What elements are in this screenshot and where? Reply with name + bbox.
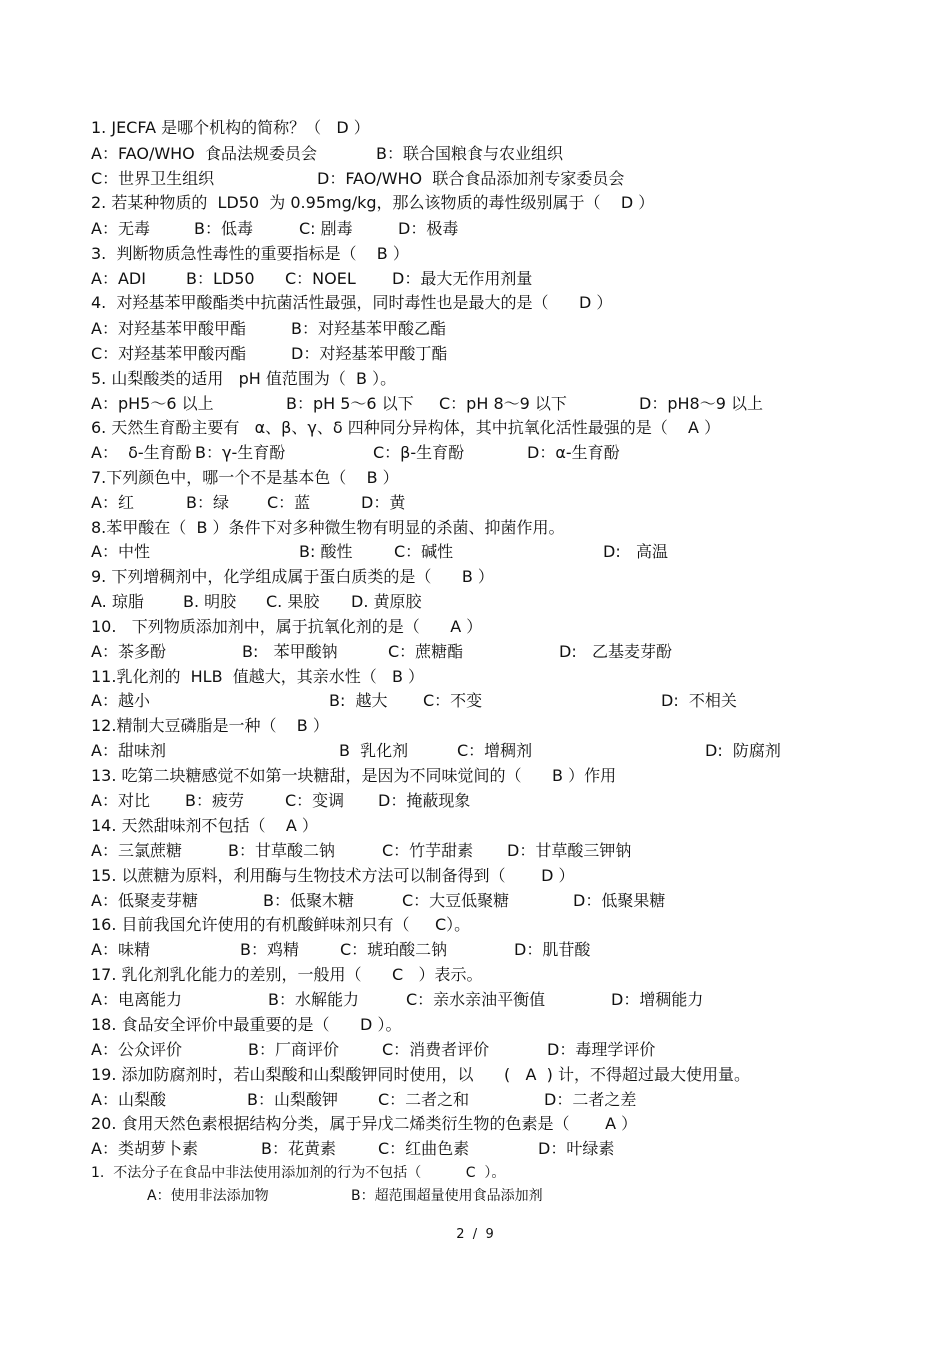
question-stem: 3. 判断物质急性毒性的重要指标是（ B ） <box>91 244 409 263</box>
option-text: D. 黄原胶 <box>351 592 422 611</box>
option-text: C：不变 <box>423 691 483 710</box>
option-text: D：肌苷酸 <box>514 940 591 959</box>
option-text: D：毒理学评价 <box>547 1040 656 1059</box>
option-text: D: 不相关 <box>661 691 737 710</box>
option-text: A： δ-生育酚 <box>91 443 192 462</box>
option-text: A：FAO/WHO 食品法规委员会 <box>91 144 317 163</box>
question-stem: 4. 对羟基苯甲酸酯类中抗菌活性最强，同时毒性也是最大的是（ D ） <box>91 293 613 312</box>
option-text: B：γ-生育酚 <box>195 443 286 462</box>
option-text: C. 果胶 <box>266 592 320 611</box>
option-text: C：红曲色素 <box>378 1139 470 1158</box>
option-text: A：中性 <box>91 542 150 561</box>
question-stem: 7.下列颜色中，哪一个不是基本色（ B ） <box>91 468 399 487</box>
question-stem: 6. 天然生育酚主要有 α、β、γ、δ 四种同分异构体，其中抗氧化活性最强的是（ A ） <box>91 418 721 437</box>
option-text: D：α-生育酚 <box>527 443 620 462</box>
option-text: D：甘草酸三钾钠 <box>507 841 632 860</box>
option-text: C：亲水亲油平衡值 <box>406 990 546 1009</box>
option-text: A：低聚麦芽糖 <box>91 891 198 910</box>
option-text: B 乳化剂 <box>339 741 409 760</box>
option-text: B：厂商评价 <box>248 1040 339 1059</box>
option-text: B: 越大 <box>329 691 388 710</box>
option-text: C：蓝 <box>267 493 311 512</box>
option-text: D：低聚果糖 <box>573 891 666 910</box>
question-stem: 2. 若某种物质的 LD50 为 0.95mg/kg，那么该物质的毒性级别属于（ D ） <box>91 193 655 212</box>
option-text: D：二者之差 <box>544 1090 637 1109</box>
option-text: B：pH 5～6 以下 <box>286 394 414 413</box>
question-stem: 12.精制大豆磷脂是一种（ B ） <box>91 716 329 735</box>
option-text: A：类胡萝卜素 <box>91 1139 198 1158</box>
question-stem: 13. 吃第二块糖感觉不如第一块糖甜，是因为不同味觉间的（ B ）作用 <box>91 766 617 785</box>
option-text: D: 乙基麦芽酚 <box>559 642 672 661</box>
option-text: C：二者之和 <box>378 1090 470 1109</box>
option-text: B: 酸性 <box>299 542 353 561</box>
option-text: C：消费者评价 <box>382 1040 490 1059</box>
option-text: B：低毒 <box>194 219 253 238</box>
option-text: A：味精 <box>91 940 150 959</box>
option-text: B：花黄素 <box>261 1139 336 1158</box>
option-text: A：茶多酚 <box>91 642 166 661</box>
question-stem: 19. 添加防腐剂时，若山梨酸和山梨酸钾同时使用，以 ( A ) 计，不得超过最大使用量。 <box>91 1065 750 1084</box>
option-text: A：公众评价 <box>91 1040 182 1059</box>
question-stem: 8.苯甲酸在（ B ）条件下对多种微生物有明显的杀菌、抑菌作用。 <box>91 518 565 537</box>
question-stem: 9. 下列增稠剂中，化学组成属于蛋白质类的是（ B ） <box>91 567 494 586</box>
option-text: A：对比 <box>91 791 150 810</box>
option-text: D：最大无作用剂量 <box>392 269 533 288</box>
option-text: D: 高温 <box>603 542 668 561</box>
option-text: D：极毒 <box>398 219 459 238</box>
option-text: B: 苯甲酸钠 <box>242 642 338 661</box>
option-text: C：β-生育酚 <box>373 443 465 462</box>
question-stem: 14. 天然甜味剂不包括（ A ） <box>91 816 318 835</box>
option-text: C：竹芋甜素 <box>382 841 474 860</box>
option-text: B：绿 <box>186 493 229 512</box>
option-text: D: 防腐剂 <box>705 741 781 760</box>
question-stem: 11.乳化剂的 HLB 值越大，其亲水性（ B ） <box>91 667 425 686</box>
option-text: A：山梨酸 <box>91 1090 166 1109</box>
option-text: D：掩蔽现象 <box>378 791 471 810</box>
option-text: C：变调 <box>285 791 345 810</box>
option-text: B：甘草酸二钠 <box>228 841 335 860</box>
option-text: C：对羟基苯甲酸丙酯 <box>91 344 247 363</box>
option-text: A：使用非法添加物 <box>147 1188 269 1204</box>
option-text: A：对羟基苯甲酸甲酯 <box>91 319 246 338</box>
option-text: B：鸡精 <box>240 940 299 959</box>
option-text: D：pH8～9 以上 <box>639 394 763 413</box>
option-text: C：琥珀酸二钠 <box>340 940 448 959</box>
option-text: A：甜味剂 <box>91 741 166 760</box>
option-text: A：越小 <box>91 691 150 710</box>
option-text: A：电离能力 <box>91 990 182 1009</box>
option-text: C: 剧毒 <box>299 219 353 238</box>
option-text: B：LD50 <box>186 269 255 288</box>
option-text: B：水解能力 <box>268 990 359 1009</box>
option-text: D：黄 <box>361 493 406 512</box>
question-stem: 20. 食用天然色素根据结构分类，属于异戊二烯类衍生物的色素是（ A ） <box>91 1114 638 1133</box>
question-stem: 18. 食品安全评价中最重要的是（ D ）。 <box>91 1015 402 1034</box>
question-stem: 17. 乳化剂乳化能力的差别，一般用（ C ）表示。 <box>91 965 483 984</box>
option-text: A：ADI <box>91 269 146 288</box>
question-stem: 10. 下列物质添加剂中，属于抗氧化剂的是（ A ） <box>91 617 483 636</box>
question-stem: 1. JECFA 是哪个机构的简称？（ D ） <box>91 118 370 137</box>
question-stem: 15. 以蔗糖为原料，利用酶与生物技术方法可以制备得到（ D ） <box>91 866 575 885</box>
option-text: C：蔗糖酯 <box>388 642 464 661</box>
option-text: B：联合国粮食与农业组织 <box>376 144 563 163</box>
option-text: D：FAO/WHO 联合食品添加剂专家委员会 <box>317 169 625 188</box>
option-text: A. 琼脂 <box>91 592 144 611</box>
option-text: B：疲劳 <box>185 791 244 810</box>
option-text: B. 明胶 <box>183 592 237 611</box>
option-text: D：增稠能力 <box>611 990 704 1009</box>
option-text: B：对羟基苯甲酸乙酯 <box>291 319 446 338</box>
option-text: A：红 <box>91 493 134 512</box>
question-stem: 1. 不法分子在食品中非法使用添加剂的行为不包括（ C ）。 <box>91 1165 506 1181</box>
option-text: B：超范围超量使用食品添加剂 <box>351 1188 543 1204</box>
option-text: B：低聚木糖 <box>263 891 354 910</box>
question-stem: 16. 目前我国允许使用的有机酸鲜味剂只有（ C）。 <box>91 915 471 934</box>
option-text: B：山梨酸钾 <box>247 1090 338 1109</box>
page-number: 2 / 9 <box>456 1227 494 1242</box>
option-text: C：pH 8～9 以下 <box>439 394 567 413</box>
option-text: C：NOEL <box>285 269 356 288</box>
option-text: A：三氯蔗糖 <box>91 841 182 860</box>
option-text: C：增稠剂 <box>457 741 533 760</box>
question-stem: 5. 山梨酸类的适用 pH 值范围为（ B ）。 <box>91 369 397 388</box>
option-text: D：对羟基苯甲酸丁酯 <box>291 344 448 363</box>
option-text: C：世界卫生组织 <box>91 169 215 188</box>
option-text: A：pH5～6 以上 <box>91 394 214 413</box>
option-text: D：叶绿素 <box>538 1139 615 1158</box>
option-text: A：无毒 <box>91 219 150 238</box>
option-text: C：大豆低聚糖 <box>402 891 510 910</box>
option-text: C：碱性 <box>394 542 454 561</box>
